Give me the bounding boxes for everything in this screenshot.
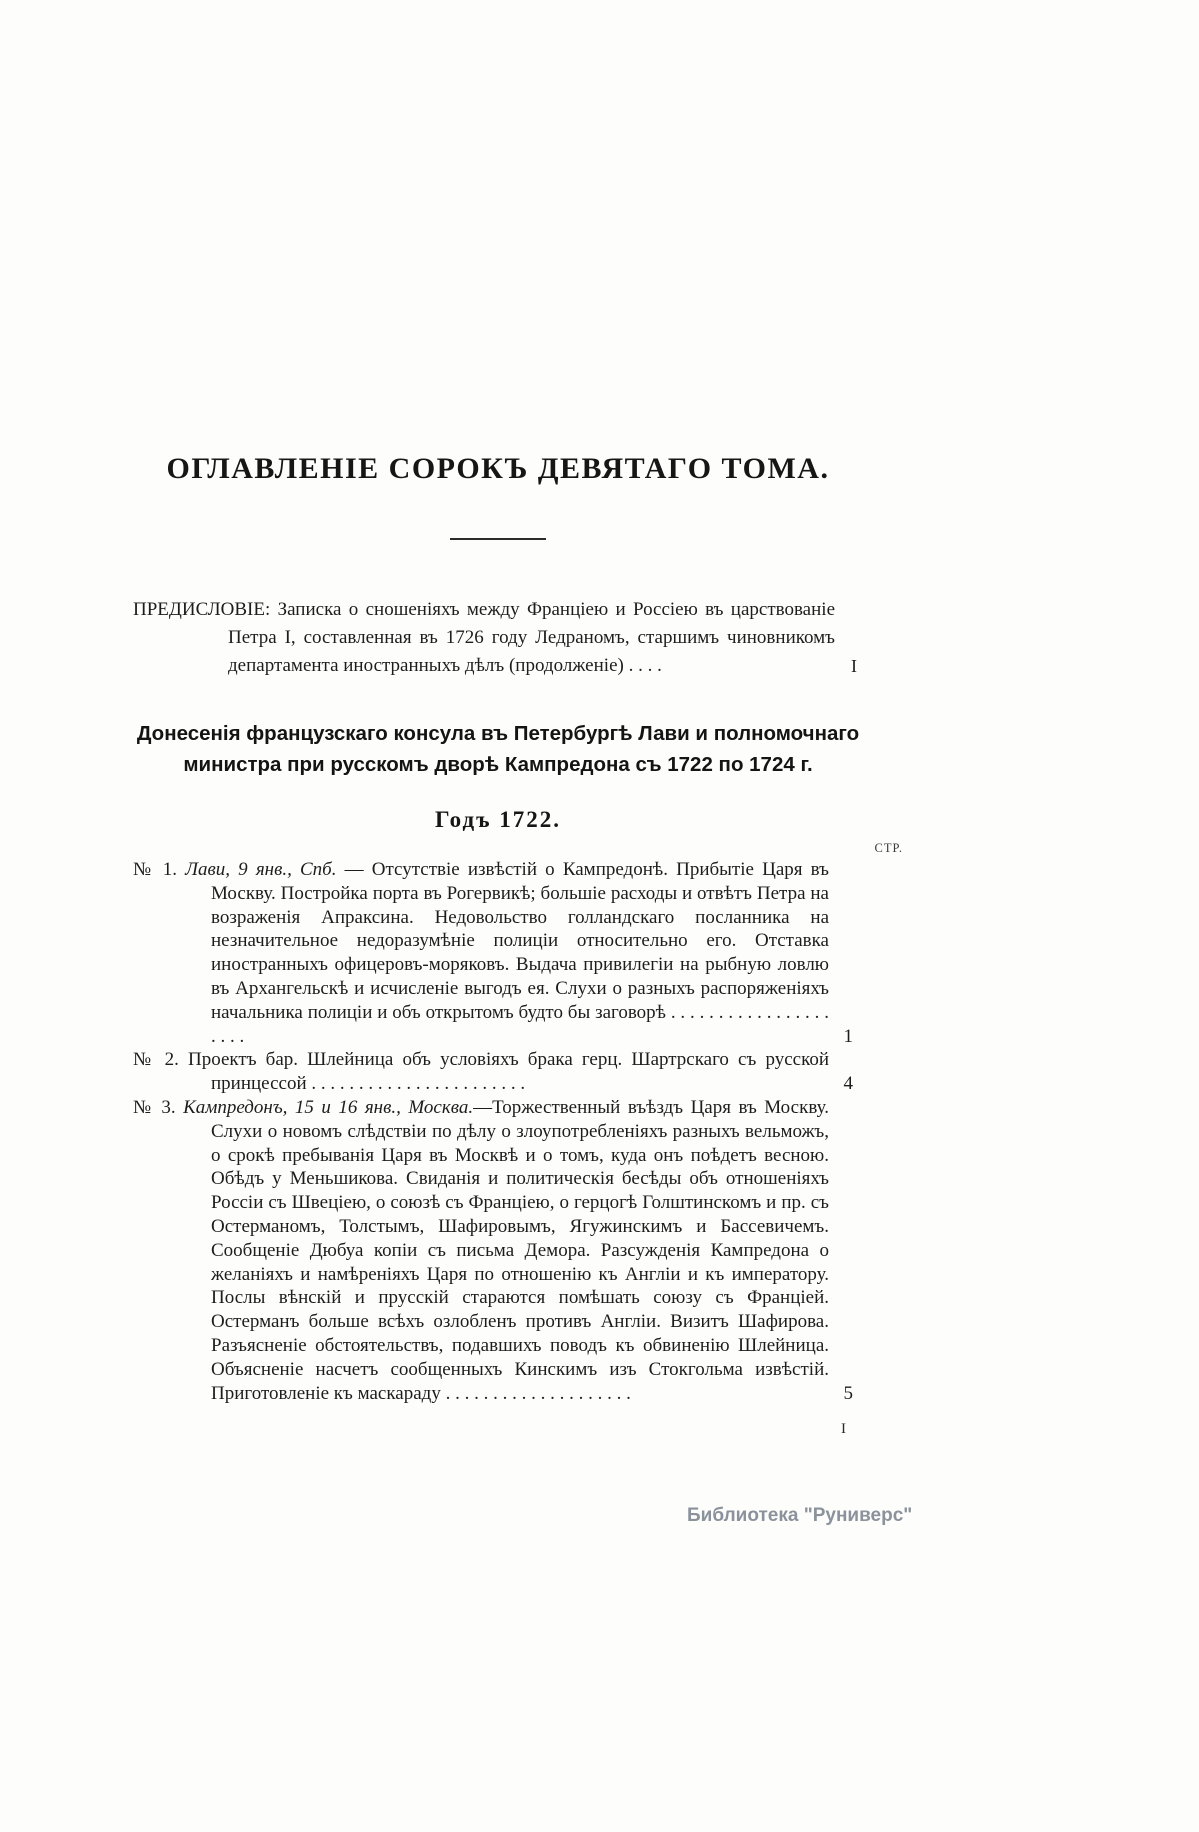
toc-entries (133, 858, 863, 1405)
entry-number: № 3. (133, 1096, 176, 1118)
section-heading-line2: министра при русскомъ дворѣ Кампредона съ 1722 по 1724 г. (183, 753, 813, 776)
toc-entry (133, 858, 863, 1048)
entry-separator: — (473, 1096, 493, 1118)
page-number: I (851, 656, 857, 676)
entry-number: № 1. (133, 859, 177, 880)
toc-entry (133, 1048, 863, 1096)
table-of-contents (133, 452, 903, 1438)
section-heading (108, 718, 888, 780)
section-heading-line1: Донесенія французскаго консула въ Петербургѣ Лави и полномочнаго (136, 722, 860, 745)
preface-text: Записка о сношеніяхъ между Франціею и Россіею въ царствованіе Петра I, составленная въ 1726 году Ледраномъ, старшимъ чиновникомъ департамента иностранныхъ дѣлъ (продолженіе) . . . . (228, 599, 835, 676)
page-title: ОГЛАВЛЕНІЕ СОРОКЪ ДЕВЯТАГО ТОМА. (166, 452, 830, 485)
entry-separator: — (336, 859, 372, 880)
watermark: Библиотека "Руниверс" (687, 1505, 913, 1526)
page-column-label: СТР. (874, 841, 903, 855)
entry-page-number: 5 (843, 1382, 853, 1404)
entry-lead: Лави, 9 янв., Спб. (185, 859, 337, 880)
entry-lead: Кампредонъ, 15 и 16 янв., Москва. (183, 1096, 474, 1118)
entry-text: Проектъ бар. Шлейница объ условіяхъ брака герц. Шартрскаго съ русской принцессой . . . . . . . . . . . . . . . . . . . . . . . (188, 1049, 830, 1095)
toc-entry (133, 1096, 863, 1405)
entry-page-number: 1 (843, 1025, 853, 1047)
signature-mark: I (841, 1421, 846, 1438)
year-heading: Годъ 1722. (435, 807, 561, 832)
divider (450, 538, 546, 540)
preface-label: ПРЕДИСЛОВІЕ: (133, 599, 271, 620)
preface-entry (133, 596, 863, 680)
entry-page-number: 4 (843, 1073, 853, 1095)
entry-text: Торжественный въѣздъ Царя въ Москву. Слухи о новомъ слѣдствіи по дѣлу о злоупотребленіяхъ разныхъ вельможъ, о срокѣ пребыванія Царя въ Москвѣ и о томъ, куда онъ поѣдетъ весною. Обѣдъ у Меньшикова. Свиданія и политическія бесѣды объ отношеніяхъ Россіи съ Швеціею, о союзѣ съ Франціею, о герцогѣ Голштинскомъ и пр. съ Остерманомъ, Толстымъ, Шафировымъ, Ягужинскимъ и Бассевичемъ. Сообщеніе Дюбуа копіи съ письма Демора. Разсужденія Кампредона о желаніяхъ и намѣреніяхъ Царя по отношенію къ Англіи и къ императору. Послы вѣнскій и прусскій стараются помѣшать союзу съ Франціей. Остерманъ больше всѣхъ озлобленъ противъ Англіи. Визитъ Шафирова. Разъясненіе обстоятельствъ, подавшихъ поводъ къ обвиненію Шлейница. Объясненіе насчетъ сообщенныхъ Кинскимъ изъ Стокгольма извѣстій. Приготовленіе къ маскараду . . . . . . . . . . . . . . . . . . . . (211, 1096, 829, 1404)
entry-number: № 2. (133, 1049, 179, 1071)
entry-text: Отсутствіе извѣстій о Кампредонѣ. Прибытіе Царя въ Москву. Постройка порта въ Рогервикѣ; большіе расходы и отвѣтъ Петра на возраженія Апраксина. Недовольство голландскаго посланника на незначительное недоразумѣніе полиціи относительно его. Отставка иностранныхъ офицеровъ-моряковъ. Выдача привилегіи на рыбную ловлю въ Архангельскѣ и исчисленіе выгодъ ея. Слухи о разныхъ распоряженіяхъ начальника полиціи и объ открытомъ будто бы заговорѣ . . . . . . . . . . . . . . . . . . . . . (211, 859, 829, 1047)
